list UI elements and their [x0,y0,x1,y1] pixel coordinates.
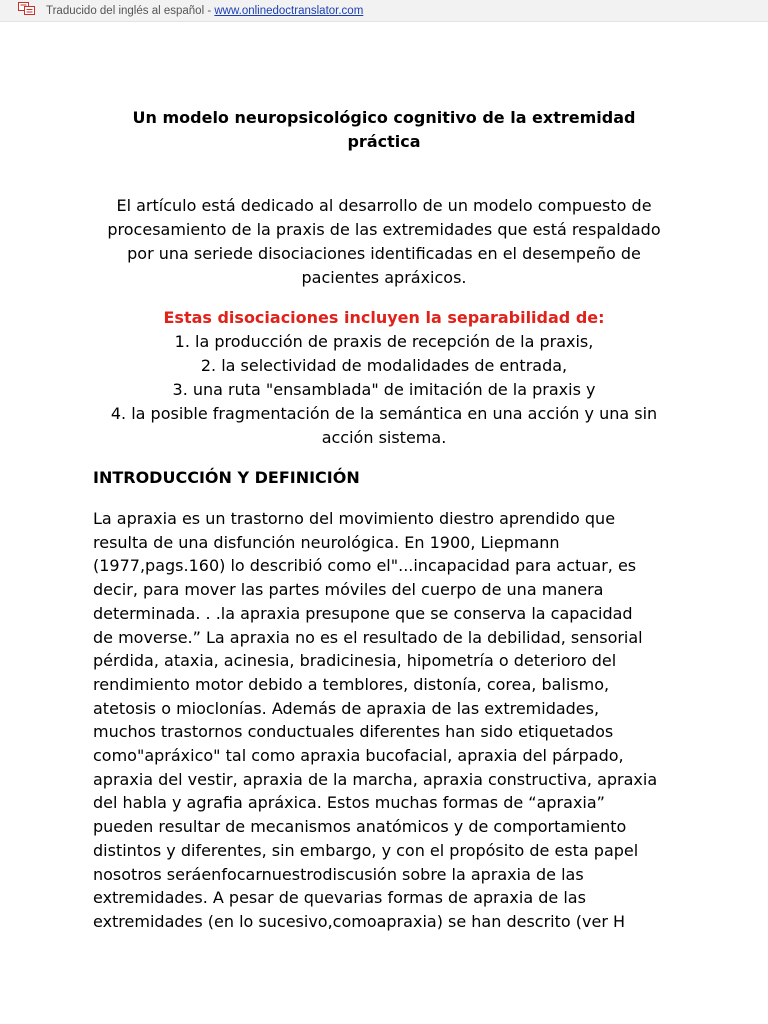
body-line: atetosis o mioclonías. Además de apraxia de las extremidades, [93,698,600,718]
translation-banner [0,0,768,22]
dissociation-item: 2. la selectividad de modalidades de entrada, [200,356,568,375]
body-line: pueden resultar de mecanismos anatómicos y de comportamiento [93,817,627,837]
section-heading: INTRODUCCIÓN Y DEFINICIÓN [93,468,360,487]
body-line: decir, para mover las partes móviles del cuerpo de una manera [93,580,604,600]
body-line: muchos trastornos conductuales diferentes han sido etiquetados [93,722,614,742]
body-paragraph [93,507,675,934]
translator-link[interactable]: www.onlinedoctranslator.com [214,5,364,17]
dissociations-heading: Estas disociaciones incluyen la separabilidad de: [163,308,605,327]
body-line: como"apráxico" tal como apraxia bucofacial, apraxia del párpado, [93,746,624,766]
body-line: rendimiento motor debido a temblores, distonía, corea, balismo, [93,674,610,694]
abstract-line: pacientes apráxicos. [301,268,467,287]
translator-logo-icon [18,2,36,15]
body-line: de moverse.” La apraxia no es el resultado de la debilidad, sensorial [93,627,643,647]
body-line: extremidades. A pesar de quevarias formas de apraxia de las [93,888,586,908]
dissociation-item: 4. la posible fragmentación de la semántica en una acción y una sin [110,404,658,423]
body-line: nosotros seráenfocarnuestrodiscusión sobre la apraxia de las [93,864,584,884]
body-line: apraxia del vestir, apraxia de la marcha, apraxia constructiva, apraxia [93,769,658,789]
document-title [93,106,675,154]
body-line: del habla y agrafia apráxica. Estos muchas formas de “apraxia” [93,793,605,813]
body-line: La apraxia es un trastorno del movimiento diestro aprendido que [93,509,616,528]
dissociations-block [93,306,675,450]
dissociation-item: 1. la producción de praxis de recepción de la praxis, [174,332,594,351]
body-line: distintos y diferentes, sin embargo, y con el propósito de esta papel [93,840,639,860]
title-line-2: práctica [347,132,421,151]
body-line: (1977,pags.160) lo describió como el"...incapacidad para actuar, es [93,556,637,576]
body-line: determinada. . .la apraxia presupone que se conserva la capacidad [93,603,633,623]
body-line: resulta de una disfunción neurológica. En 1900, Liepmann [93,532,560,552]
dissociation-item: 3. una ruta "ensamblada" de imitación de la praxis y [172,380,596,399]
title-line-1: Un modelo neuropsicológico cognitivo de la extremidad [132,108,636,127]
dissociation-item: acción sistema. [321,428,447,447]
abstract-line: procesamiento de la praxis de las extremidades que está respaldado [107,220,661,239]
banner-label: Traducido del inglés al español - [46,5,215,17]
abstract [93,194,675,290]
body-line: pérdida, ataxia, acinesia, bradicinesia, hipometría o deterioro del [93,651,617,671]
abstract-line: por una seriede disociaciones identificadas en el desempeño de [127,244,641,263]
banner-text [46,5,363,17]
body-line: extremidades (en lo sucesivo,comoapraxia) se han descrito (ver H [93,911,626,931]
abstract-line: El artículo está dedicado al desarrollo de un modelo compuesto de [116,196,652,215]
